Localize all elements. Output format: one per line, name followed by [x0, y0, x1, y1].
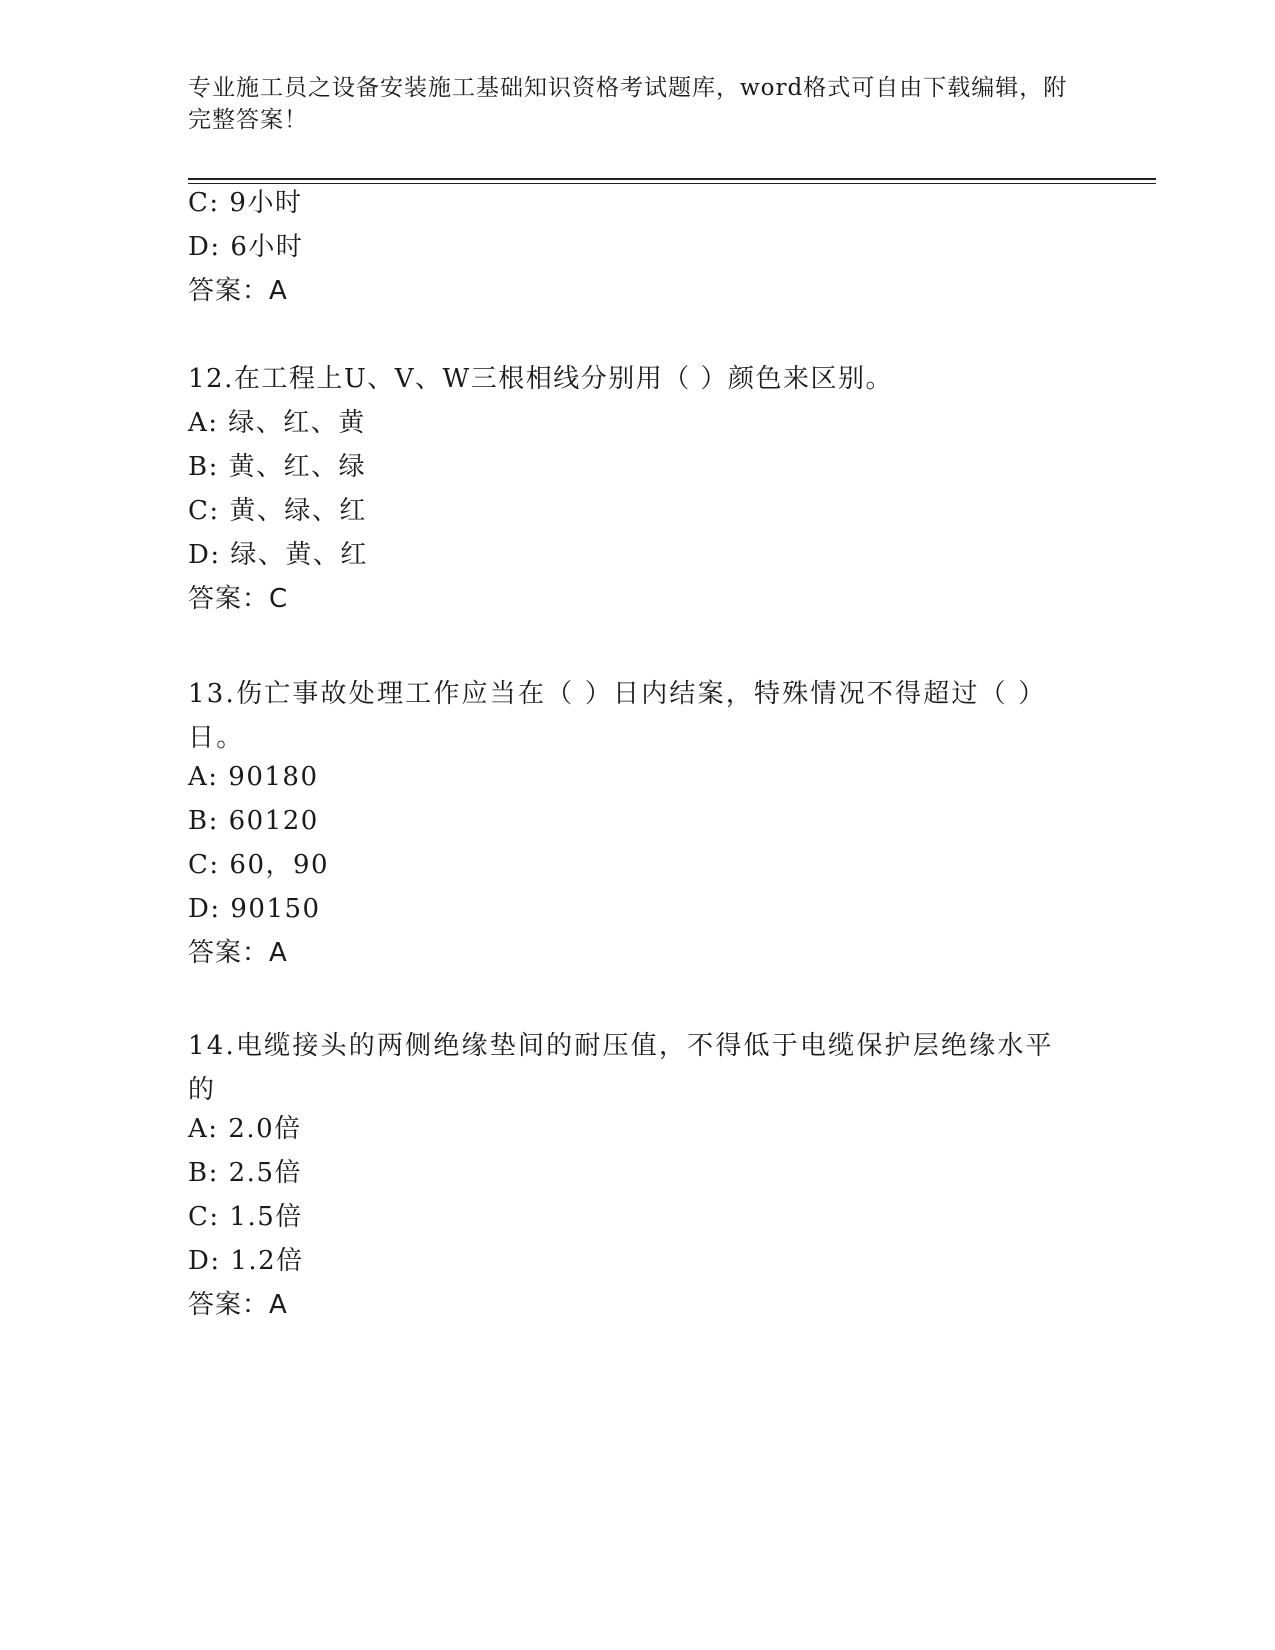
question-stem: 12.在工程上U、V、W三根相线分别用（ ）颜色来区别。: [188, 364, 894, 394]
header-divider: [188, 178, 1156, 180]
option-a: A: 绿、红、黄: [188, 408, 366, 438]
option-d: D: 1.2倍: [188, 1246, 304, 1276]
answer-line: 答案：A: [188, 276, 288, 306]
option-d: D: 90150: [188, 894, 321, 924]
option-c: C: 黄、绿、红: [188, 496, 367, 526]
question-stem: 14.电缆接头的两侧绝缘垫间的耐压值，不得低于电缆保护层绝缘水平的: [188, 1031, 1054, 1105]
document-header: 专业施工员之设备安装施工基础知识资格考试题库，word格式可自由下载编辑，附完整答案！: [188, 75, 1068, 133]
answer-line: 答案：A: [188, 938, 288, 968]
option-b: B: 2.5倍: [188, 1158, 302, 1188]
option-b: B: 60120: [188, 806, 319, 836]
option-a: A: 90180: [188, 762, 319, 792]
option-c: C: 9小时: [188, 188, 303, 218]
question-stem: 13.伤亡事故处理工作应当在（ ）日内结案，特殊情况不得超过（ ）日。: [188, 679, 1047, 753]
option-a: A: 2.0倍: [188, 1114, 302, 1144]
option-c: C: 1.5倍: [188, 1202, 303, 1232]
header-divider-thin: [188, 183, 1156, 184]
option-d: D: 6小时: [188, 232, 304, 262]
option-c: C: 60，90: [188, 850, 330, 880]
answer-line: 答案：C: [188, 584, 289, 614]
option-d: D: 绿、黄、红: [188, 540, 368, 570]
option-b: B: 黄、红、绿: [188, 452, 367, 482]
answer-line: 答案：A: [188, 1290, 288, 1320]
